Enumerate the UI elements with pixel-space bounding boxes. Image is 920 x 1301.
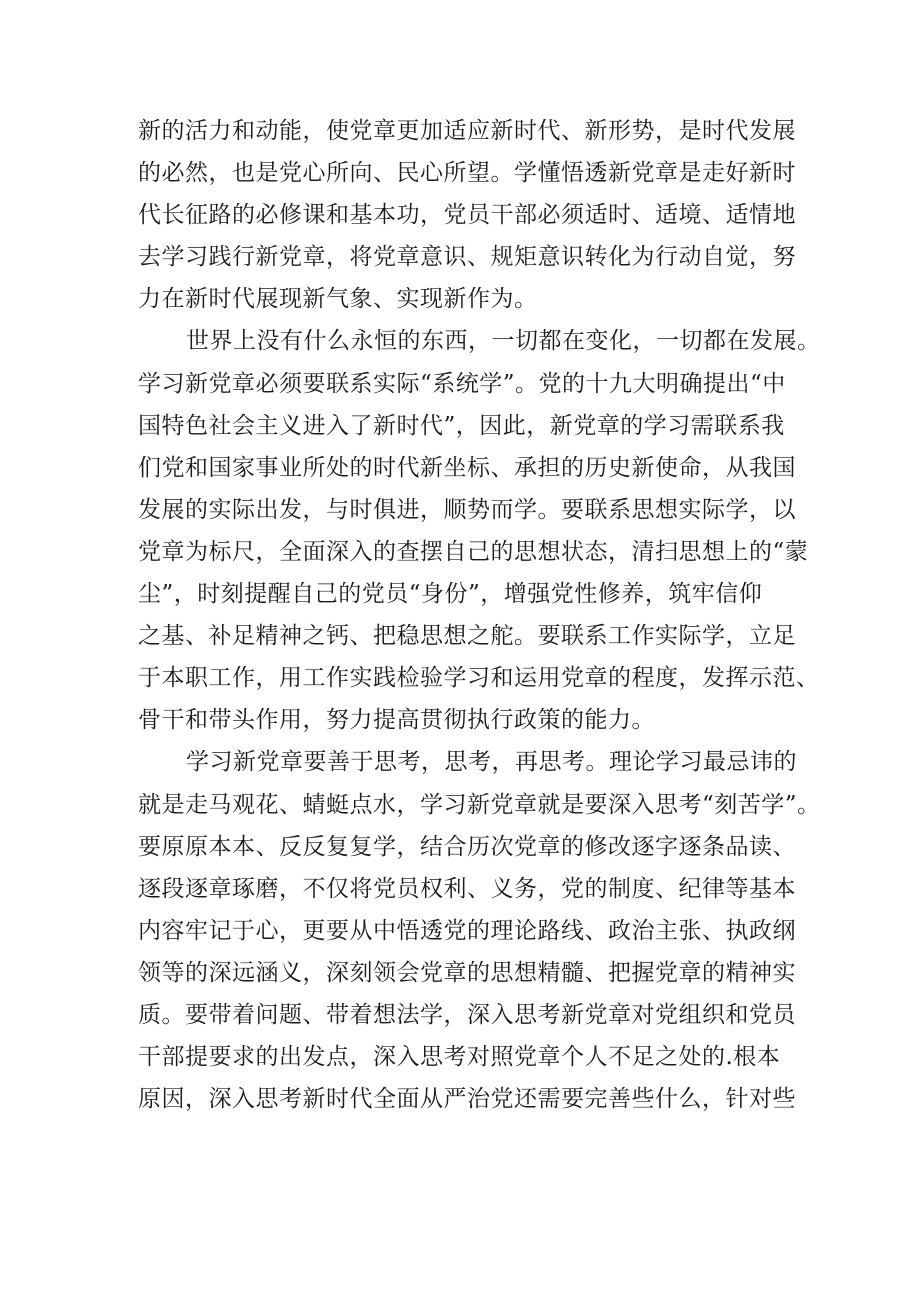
text-line: 发展的实际出发，与时俱进，顺势而学。要联系思想实际学，以 — [138, 496, 796, 523]
text-line: 学习新党章必须要联系实际“系统学”。党的十九大明确提出“中 — [138, 370, 786, 397]
document-body — [138, 110, 821, 1120]
text-line: 要原原本本、反反复复学，结合历次党章的修改逐字逐条品读、 — [138, 833, 796, 860]
text-line: 就是走马观花、蜻蜓点水，学习新党章就是要深入思考“刻苦学”。 — [138, 791, 821, 818]
paragraph-1 — [138, 110, 798, 320]
text-line: 领等的深远涵义，深刻领会党章的思想精髓、把握党章的精神实 — [138, 959, 796, 986]
text-line: 学习新党章要善于思考，思考，再思考。理论学习最忌讳的 — [186, 749, 797, 776]
text-line: 逐段逐章琢磨，不仅将党员权利、义务，党的制度、纪律等基本 — [138, 875, 796, 902]
text-line: 原因，深入思考新时代全面从严治党还需要完善些什么，针对些 — [138, 1086, 796, 1113]
text-line: 的必然，也是党心所向、民心所望。学懂悟透新党章是走好新时 — [138, 160, 796, 187]
text-line: 内容牢记于心，更要从中悟透党的理论路线、政治主张、执政纲 — [138, 917, 796, 944]
text-line: 们党和国家事业所处的时代新坐标、承担的历史新使命，从我国 — [138, 454, 796, 481]
text-line: 质。要带着问题、带着想法学，深入思考新党章对党组织和党员 — [138, 1001, 796, 1028]
text-line: 干部提要求的出发点，深入思考对照党章个人不足之处的.根本 — [138, 1044, 781, 1071]
paragraph-3 — [138, 741, 821, 1120]
text-line: 力在新时代展现新气象、实现新作为。 — [138, 286, 538, 313]
text-line: 骨干和带头作用，努力提高贯彻执行政策的能力。 — [138, 707, 655, 734]
text-line: 尘”，时刻提醒自己的党员“身份”，增强党性修养，筑牢信仰 — [138, 581, 763, 608]
text-line: 国特色社会主义进入了新时代”，因此，新党章的学习需联系我 — [138, 412, 785, 439]
text-line: 代长征路的必修课和基本功，党员干部必须适时、适境、适情地 — [138, 202, 796, 229]
paragraph-2 — [138, 320, 821, 741]
text-line: 世界上没有什么永恒的东西，一切都在变化，一切都在发展。 — [186, 328, 821, 355]
text-line: 新的活力和动能，使党章更加适应新时代、新形势，是时代发展 — [138, 118, 796, 144]
text-line: 于本职工作，用工作实践检验学习和运用党章的程度，发挥示范、 — [138, 665, 820, 692]
text-line: 之基、补足精神之钙、把稳思想之舵。要联系工作实际学，立足 — [138, 623, 796, 650]
text-line: 去学习践行新党章，将党章意识、规矩意识转化为行动自觉，努 — [138, 244, 796, 271]
text-line: 党章为标尺，全面深入的查摆自己的思想状态，清扫思想上的“蒙 — [138, 538, 809, 565]
